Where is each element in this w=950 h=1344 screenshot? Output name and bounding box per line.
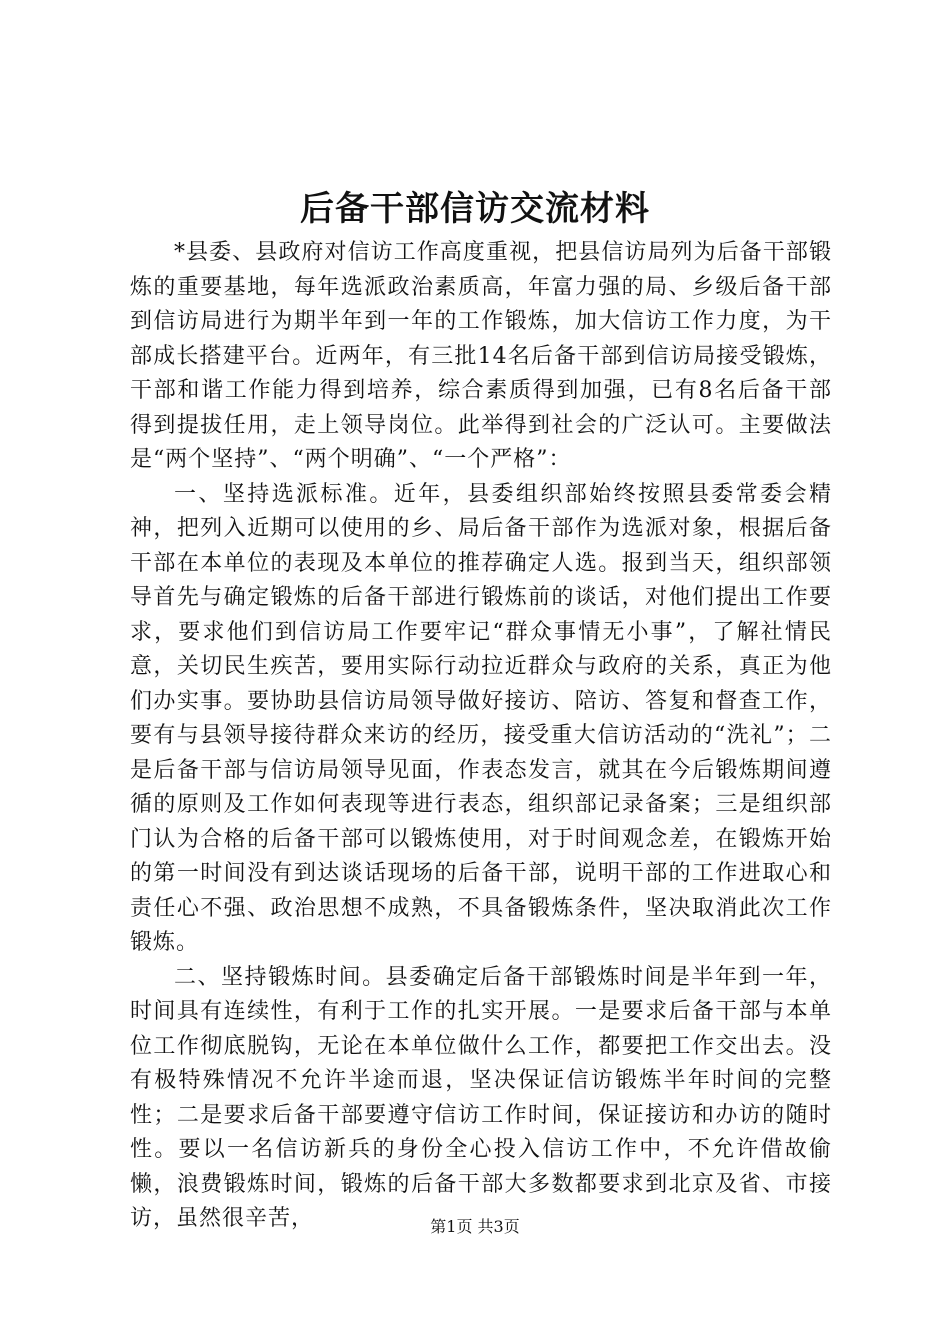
page-footer: 第1页 共3页 [430,1217,520,1236]
document-title: 后备干部信访交流材料 [300,189,650,229]
paragraph-section-one: 一、坚持选派标准。近年，县委组织部始终按照县委常委会精神，把列入近期可以使用的乡、局后备干部作为选派对象，根据后备干部在本单位的表现及本单位的推荐确定人选。报到当天，组织部领导首先与确定锻炼的后备干部进行锻炼前的谈话，对他们提出工作要求，要求他们到信访局工作要牢记“群众事情无小事”，了解社情民意，关切民生疾苦，要用实际行动拉近群众与政府的关系，真正为他们办实事。要协助县信访局领导做好接访、陪访、答复和督查工作，要有与县领导接待群众来访的经历，接受重大信访活动的“洗礼”；二是后备干部与信访局领导见面，作表态发言，就其在今后锻炼期间遵循的原则及工作如何表现等进行表态，组织部记录备案；三是组织部门认为合格的后备干部可以锻炼使用，对于时间观念差，在锻炼开始的第一时间没有到达谈话现场的后备干部，说明干部的工作进取心和责任心不强、政治思想不成熟，不具备锻炼条件，坚决取消此次工作锻炼。 [130,481,832,955]
document-body [130,236,832,1237]
paragraph-intro: *县委、县政府对信访工作高度重视，把县信访局列为后备干部锻炼的重要基地，每年选派政治素质高，年富力强的局、乡级后备干部到信访局进行为期半年到一年的工作锻炼，加大信访工作力度，为干部成长搭建平台。近两年，有三批14名后备干部到信访局接受锻炼，干部和谐工作能力得到培养，综合素质得到加强，已有8名后备干部得到提拔任用，走上领导岗位。此举得到社会的广泛认可。主要做法是“两个坚持”、“两个明确”、“一个严格”： [130,240,832,472]
paragraph-section-two: 二、坚持锻炼时间。县委确定后备干部锻炼时间是半年到一年，时间具有连续性，有利于工作的扎实开展。一是要求后备干部与本单位工作彻底脱钩，无论在本单位做什么工作，都要把工作交出去。没有极特殊情况不允许半途而退，坚决保证信访锻炼半年时间的完整性；二是要求后备干部要遵守信访工作时间，保证接访和办访的随时性。要以一名信访新兵的身份全心投入信访工作中，不允许借故偷懒，浪费锻炼时间，锻炼的后备干部大多数都要求到北京及省、市接访，虽然很辛苦， [130,964,832,1231]
